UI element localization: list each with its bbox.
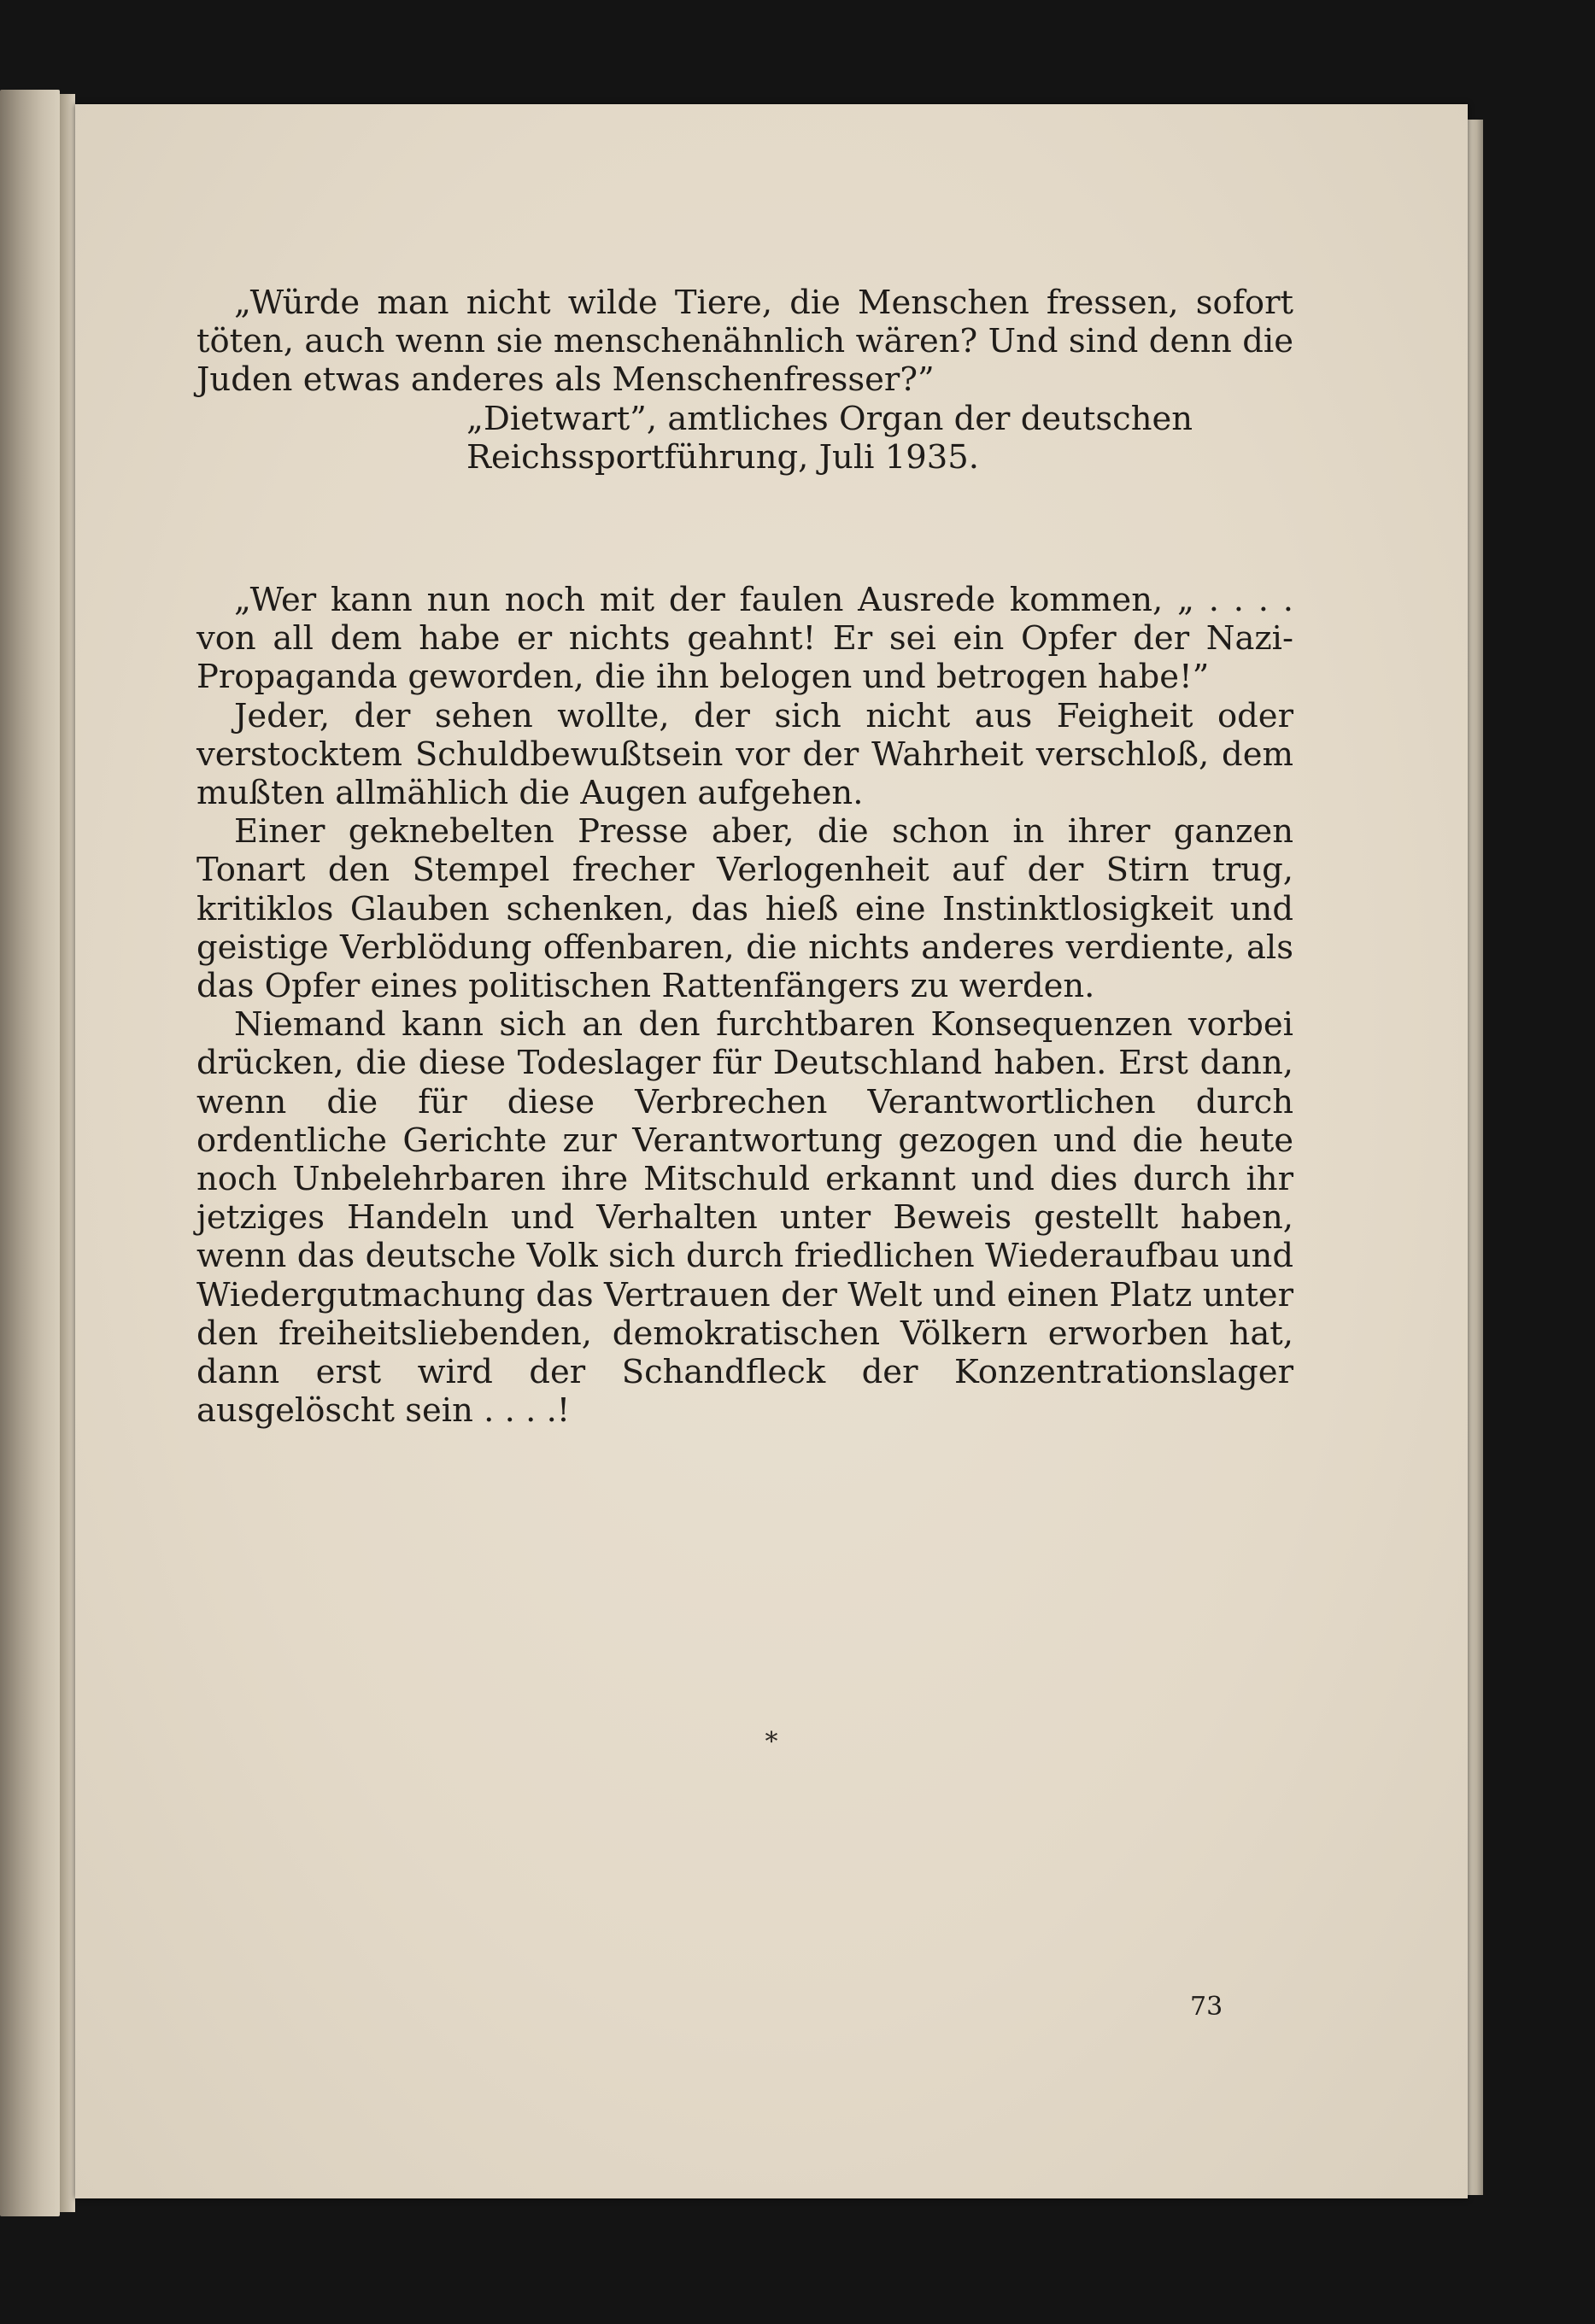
paragraph-3: Einer geknebelten Presse aber, die schon in ihrer ganzen Tonart den Stempel frecher Verlogenheit auf der Stirn trug, kritiklos Glauben schenken, das hieß eine Instinktlosigkeit und geistige Verblödung offenbaren, die nichts anderes verdiente, als das Opfer eines politischen Rattenfängers zu werden. [196, 812, 1293, 1006]
paragraph-2: Jeder, der sehen wollte, der sich nicht aus Feigheit oder verstocktem Schuldbewußtsein vor der Wahrheit verschloß, dem mußten allmählich die Augen aufgehen. [196, 696, 1293, 813]
paragraph-1: „Wer kann nun noch mit der faulen Ausrede kommen, „ . . . . von all dem habe er nichts geahnt! Er sei ein Opfer der Nazi-Propaganda geworden, die ihn belogen und betrogen habe!” [196, 581, 1293, 697]
page-number: 73 [1190, 1992, 1223, 2022]
epigraph-quote: „Würde man nicht wilde Tiere, die Menschen fressen, sofort töten, auch wenn sie menschenähnlich wären? Und sind denn die Juden etwas anderes als Menschenfresser?” [196, 284, 1293, 400]
gutter-shadow [60, 94, 75, 2212]
section-gap [196, 477, 1293, 581]
paragraph-4: Niemand kann sich an den furchtbaren Konsequenzen vorbei drücken, die diese Todeslager für Deutschland haben. Erst dann, wenn die für diese Verbrechen Verantwortlichen durch ordentliche Gerichte zur Verantwortung gezogen und die heute noch Unbelehrbaren ihre Mitschuld erkannt und dies durch ihr jetziges Handeln und Verhalten unter Beweis gestellt haben, wenn das deutsche Volk sich durch friedlichen Wiederaufbau und Wiedergutmachung das Vertrauen der Welt und einen Platz unter den freiheitsliebenden, demokratischen Völkern erworben hat, dann erst wird der Schandfleck der Konzentrationslager ausgelöscht sein . . . .! [196, 1005, 1293, 1431]
section-separator: * [765, 1727, 778, 1757]
book-page [75, 104, 1468, 2198]
epigraph-source-line-1: „Dietwart”, amtliches Organ der deutschen [466, 399, 1193, 438]
epigraph-source-line-2: Reichssportführung, Juli 1935. [466, 437, 979, 477]
page-text [196, 284, 1293, 1430]
right-page-edge [1468, 120, 1483, 2195]
left-page-edge [0, 90, 60, 2216]
